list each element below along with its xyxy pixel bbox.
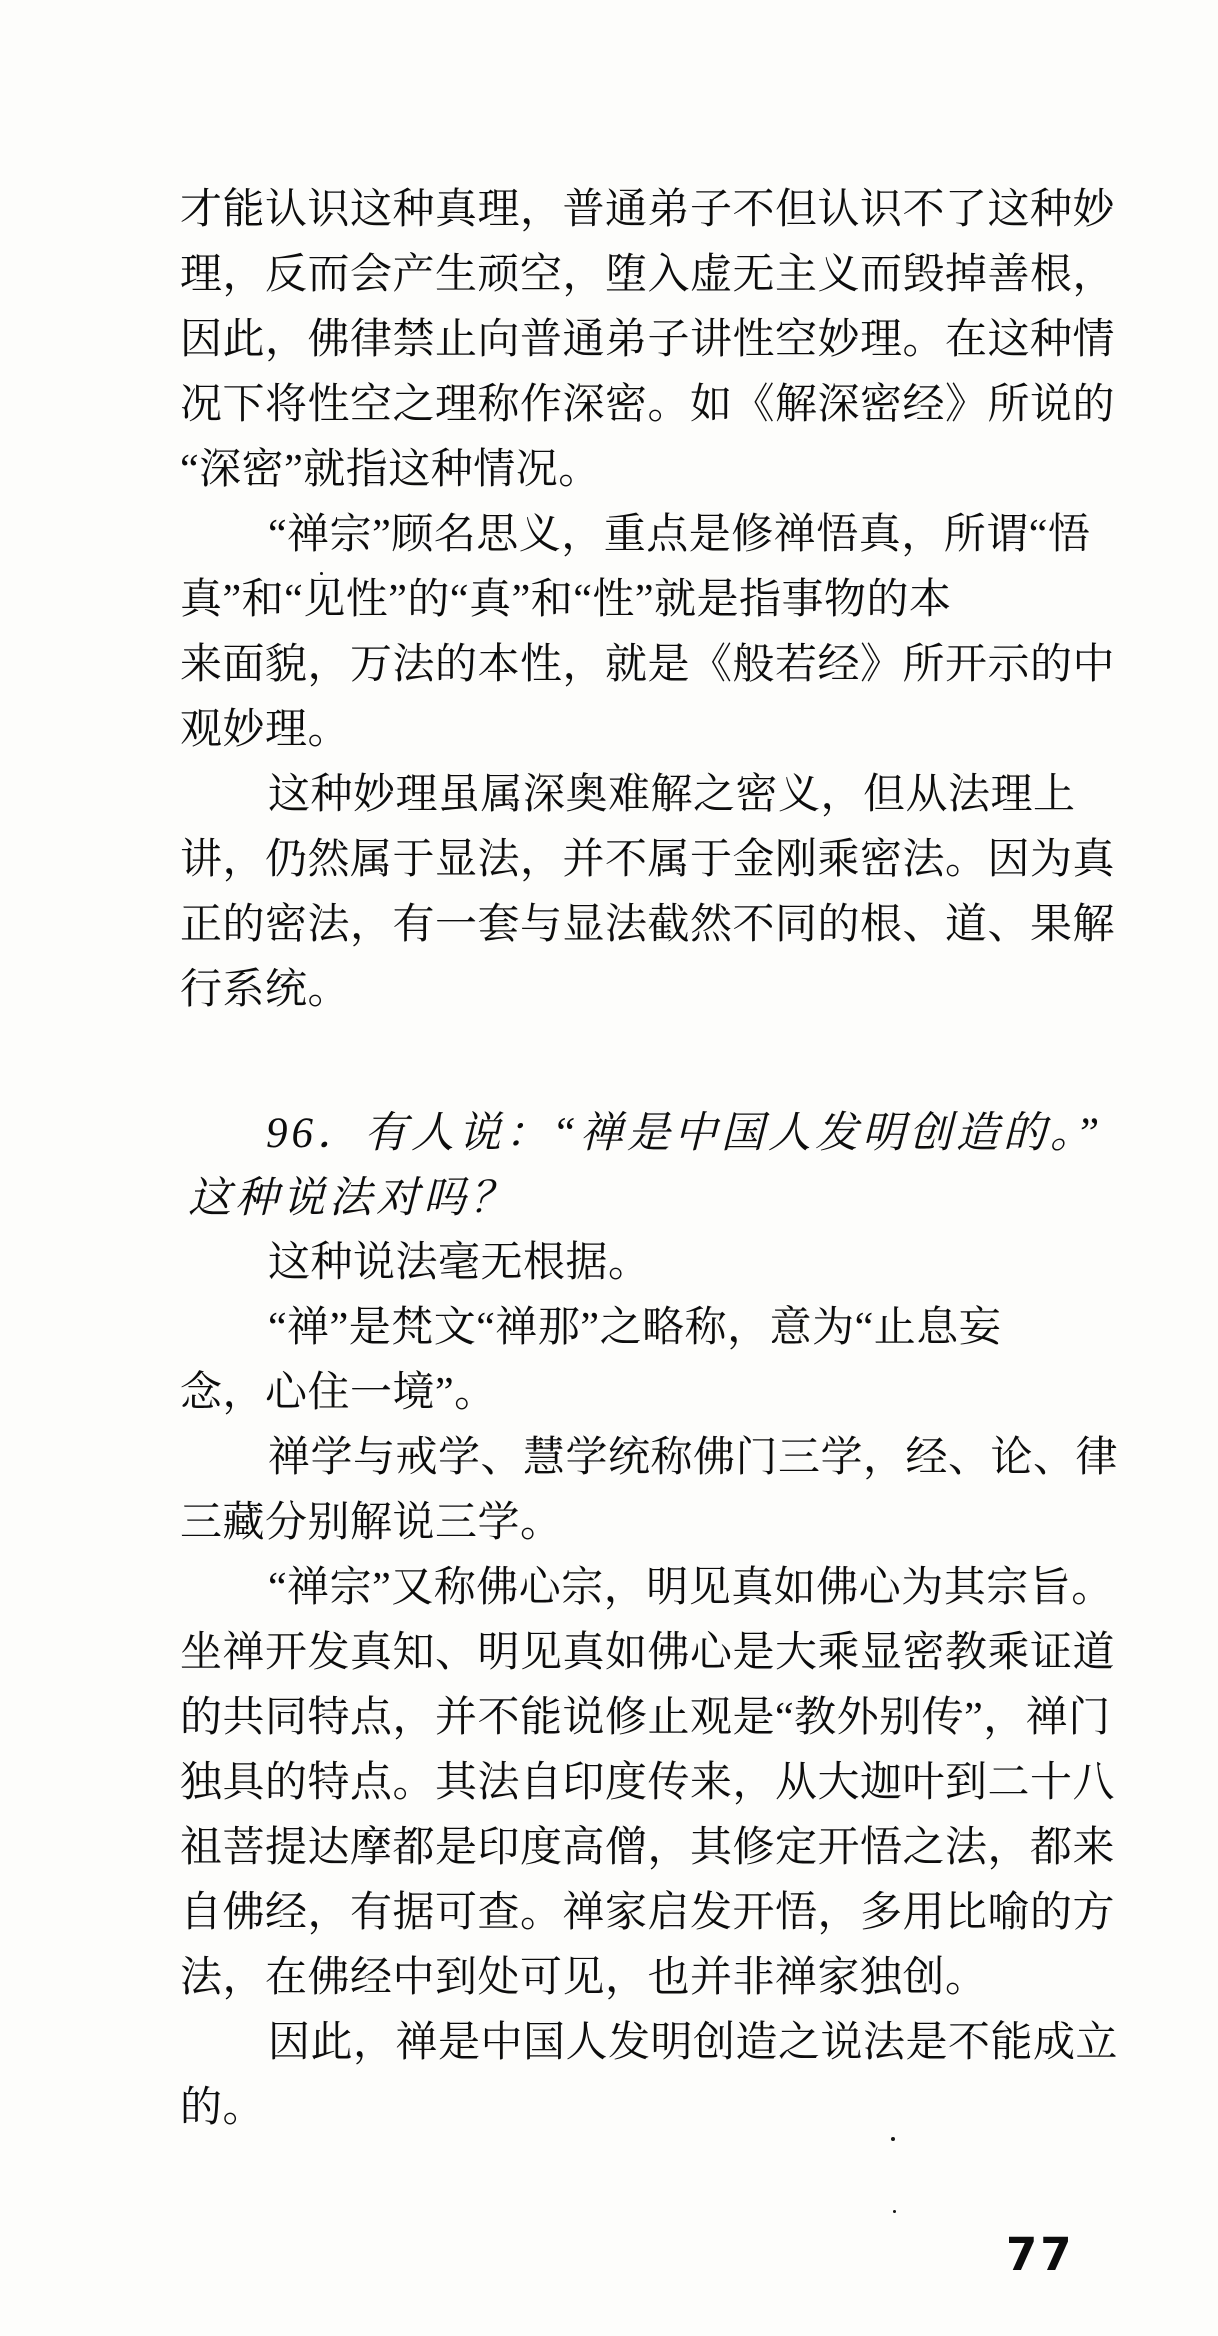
text-line: 来面貌，万法的本性，就是《般若经》所开示的中 <box>180 642 1116 688</box>
text-line: 行系统。 <box>180 967 351 1013</box>
text-line: 讲，仍然属于显法，并不属于金刚乘密法。因为真 <box>180 837 1116 883</box>
text-line: 的。 <box>180 2085 266 2131</box>
text-line: 况下将性空之理称作深密。如《解深密经》所说的 <box>180 382 1116 428</box>
text-line: 理，反而会产生顽空，堕入虚无主义而毁掉善根， <box>180 252 1116 298</box>
text-line: 真”和“见性”的“真”和“性”就是指事物的本 <box>180 577 952 623</box>
scan-speck <box>891 2137 895 2141</box>
text-line: 观妙理。 <box>180 707 351 753</box>
answer-block <box>180 1231 1121 2141</box>
text-line: “禅”是梵文“禅那”之略称，意为“止息妄 <box>268 1305 1002 1351</box>
question-block <box>180 1101 1121 1231</box>
text-line: 因此，禅是中国人发明创造之说法是不能成立 <box>268 2020 1119 2066</box>
text-line: 正的密法，有一套与显法截然不同的根、道、果解 <box>180 902 1116 948</box>
text-line: 自佛经，有据可查。禅家启发开悟，多用比喻的方 <box>180 1890 1116 1936</box>
body-block <box>180 178 1121 1023</box>
text-line: 念，心住一境”。 <box>180 1370 497 1416</box>
text-line: 这种妙理虽属深奥难解之密义，但从法理上 <box>268 772 1076 818</box>
page-number: 77 <box>1006 2228 1075 2281</box>
text-line: 禅学与戒学、慧学统称佛门三学，经、论、律 <box>268 1435 1119 1481</box>
text-line: 三藏分别解说三学。 <box>180 1500 563 1546</box>
text-line: “深密”就指这种情况。 <box>180 447 601 493</box>
text-line: “禅宗”顾名思义，重点是修禅悟真，所谓“悟 <box>268 512 1091 558</box>
text-line: 坐禅开发真知、明见真如佛心是大乘显密教乘证道 <box>180 1630 1116 1676</box>
text-line: 才能认识这种真理，普通弟子不但认识不了这种妙 <box>180 187 1116 233</box>
text-line: “禅宗”又称佛心宗，明见真如佛心为其宗旨。 <box>268 1565 1114 1611</box>
scan-speck <box>320 572 323 575</box>
text-line: 法，在佛经中到处可见，也并非禅家独创。 <box>180 1955 988 2001</box>
text-line: 这种说法毫无根据。 <box>268 1240 651 1286</box>
text-line: 独具的特点。其法自印度传来，从大迦叶到二十八 <box>180 1760 1116 1806</box>
scan-speck <box>893 2210 896 2213</box>
text-line: 祖菩提达摩都是印度高僧，其修定开悟之法，都来 <box>180 1825 1116 1871</box>
page-text-column <box>180 178 1121 2141</box>
text-line: 的共同特点，并不能说修止观是“教外别传”，禅门 <box>180 1695 1111 1741</box>
text-line: 这种说法对吗？ <box>188 1175 517 1222</box>
text-line: 因此，佛律禁止向普通弟子讲性空妙理。在这种情 <box>180 317 1116 363</box>
text-line: 96．有人说：“禅是中国人发明创造的。” <box>266 1110 1104 1157</box>
